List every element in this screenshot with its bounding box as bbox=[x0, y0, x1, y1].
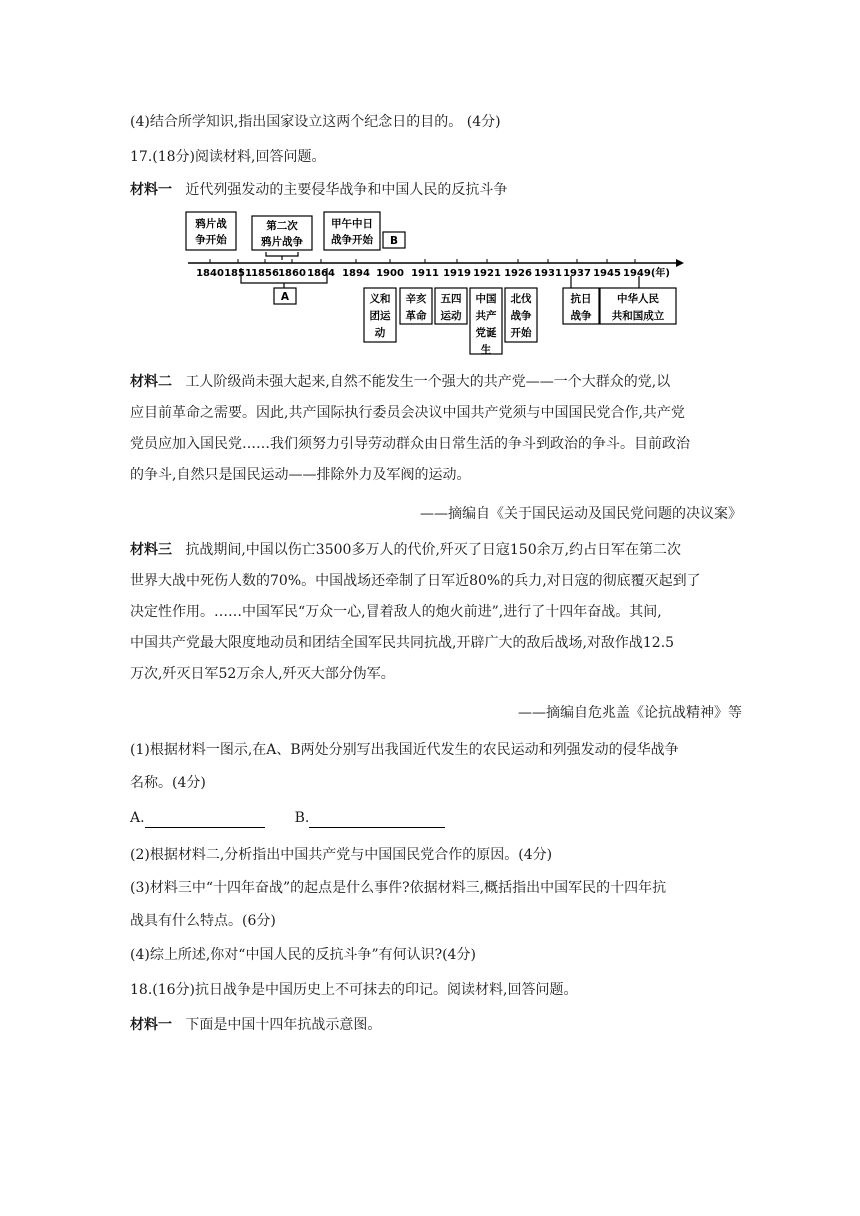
q17-material2-line1: 材料二 工人阶级尚未强大起来,自然不能发生一个强大的共产党——一个大群众的党,以 bbox=[130, 374, 671, 390]
q17-material1 bbox=[130, 180, 507, 200]
timeline-top-label: 战争开始 bbox=[331, 234, 373, 246]
timeline-bottom-label: 共和国成立 bbox=[611, 310, 665, 322]
timeline-bottom-label: 义和 bbox=[369, 293, 391, 305]
q17-part1-line2: 名称。(4分) bbox=[130, 775, 206, 791]
timeline-diagram bbox=[180, 208, 700, 358]
timeline-year-label: 1860 bbox=[278, 268, 306, 279]
timeline-bottom-label: 北伐 bbox=[510, 293, 532, 305]
timeline-year-label: 1949(年) bbox=[623, 268, 670, 279]
material-label: 材料三 bbox=[130, 542, 172, 558]
timeline-top-label: 甲午中日 bbox=[331, 218, 373, 230]
timeline-bottom-label: 战争 bbox=[570, 310, 592, 322]
q17-part3-line2: 战具有什么特点。(6分) bbox=[130, 913, 276, 929]
timeline-bottom-label: 抗日 bbox=[570, 293, 592, 305]
timeline-bottom-label: 中国 bbox=[475, 293, 497, 305]
timeline-year-label: 1937 bbox=[563, 268, 591, 279]
q18-material1: 材料一 下面是中国十四年抗战示意图。 bbox=[130, 1017, 382, 1033]
material-text: 近代列强发动的主要侵华战争和中国人民的反抗斗争 bbox=[185, 182, 508, 198]
timeline-bottom-label: 运动 bbox=[440, 310, 462, 322]
material-label: 材料一 bbox=[130, 1017, 172, 1033]
q17-part4: (4)综上所述,你对“中国人民的反抗斗争”有何认识?(4分) bbox=[130, 947, 476, 963]
q17-material2-line2: 应目前革命之需要。因此,共产国际执行委员会决议中国共产党须与中国国民党合作,共产党 bbox=[130, 405, 685, 421]
timeline-year-label: 1840 bbox=[196, 268, 224, 279]
material-label: 材料二 bbox=[130, 374, 172, 390]
q17-material3-line1: 材料三 抗战期间,中国以伤亡3500多万人的代价,歼灭了日寇150余万,约占日军在第二次 bbox=[130, 542, 682, 558]
q17-part1-line1: (1)根据材料一图示,在A、B两处分别写出我国近代发生的农民运动和列强发动的侵华战争 bbox=[130, 742, 679, 758]
answer-blank-b[interactable] bbox=[309, 813, 445, 828]
timeline-bottom-label: 战争 bbox=[510, 310, 532, 322]
timeline-year-label: 1856 bbox=[251, 268, 279, 279]
timeline-year-label: 1851 bbox=[224, 268, 252, 279]
timeline-brace-top bbox=[266, 252, 298, 260]
timeline-box-b-label: B bbox=[389, 235, 399, 247]
answer-blank-a[interactable] bbox=[145, 813, 265, 828]
timeline-year-label: 1864 bbox=[307, 268, 335, 279]
timeline-year-label: 1894 bbox=[342, 268, 370, 279]
q17-material2-source: ——摘编自《关于国民运动及国民党问题的决议案》 bbox=[420, 506, 742, 522]
timeline-bottom-label: 团运 bbox=[369, 310, 391, 322]
q17-material2-line4: 的争斗,自然只是国民运动——排除外力及军阀的运动。 bbox=[130, 467, 471, 483]
timeline-top-label: 鸦片战争 bbox=[261, 236, 303, 248]
timeline-bottom-label: 中华人民 bbox=[617, 293, 659, 305]
timeline-top-label: 第二次 bbox=[266, 220, 298, 232]
timeline-bottom-label: 生 bbox=[480, 344, 492, 356]
q17-header: 17.(18分)阅读材料,回答问题。 bbox=[130, 149, 326, 165]
q17-material3-line3: 决定性作用。……中国军民“万众一心,冒着敌人的炮火前进”,进行了十四年奋战。其间, bbox=[130, 604, 662, 620]
timeline-bottom-label: 共产 bbox=[475, 310, 497, 322]
q17-material2-line3: 党员应加入国民党……我们须努力引导劳动群众由日常生活的争斗到政治的争斗。目前政治 bbox=[130, 436, 690, 452]
timeline-box-a-label: A bbox=[280, 291, 290, 303]
timeline-bottom-label: 动 bbox=[374, 327, 386, 339]
timeline-top-label: 争开始 bbox=[195, 234, 227, 246]
timeline-year-label: 1900 bbox=[376, 268, 404, 279]
q17-material3-line5: 万次,歼灭日军52万余人,歼灭大部分伪军。 bbox=[130, 666, 395, 682]
q17-part2: (2)根据材料二,分析指出中国共产党与中国国民党合作的原因。(4分) bbox=[130, 847, 553, 863]
timeline-year-label: 1926 bbox=[504, 268, 532, 279]
timeline-bottom-label: 五四 bbox=[440, 293, 462, 305]
q17-part1-blanks: A. B. bbox=[130, 808, 445, 828]
timeline-year-label: 1921 bbox=[473, 268, 501, 279]
timeline-year-label: 1945 bbox=[593, 268, 621, 279]
timeline-top-label: 鸦片战 bbox=[195, 218, 227, 230]
timeline-year-label: 1911 bbox=[411, 268, 439, 279]
q17-material3-line2: 世界大战中死伤人数的70%。中国战场还牵制了日军近80%的兵力,对日寇的彻底覆灭起到了 bbox=[130, 573, 701, 589]
q17-material3-line4: 中国共产党最大限度地动员和团结全国军民共同抗战,开辟广大的敌后战场,对敌作战12.5 bbox=[130, 635, 675, 651]
q16-part4: (4)结合所学知识,指出国家设立这两个纪念日的目的。 (4分) bbox=[130, 114, 501, 130]
material-label: 材料一 bbox=[130, 182, 172, 198]
timeline-year-label: 1931 bbox=[534, 268, 562, 279]
q17-material3-source: ——摘编自危兆盖《论抗战精神》等 bbox=[518, 705, 742, 721]
timeline-year-label: 1919 bbox=[443, 268, 471, 279]
timeline-bottom-label: 开始 bbox=[510, 327, 532, 339]
timeline-bottom-label: 党诞 bbox=[475, 327, 497, 339]
timeline-bottom-label: 辛亥 bbox=[405, 293, 427, 305]
q17-part3-line1: (3)材料三中“十四年奋战”的起点是什么事件?依据材料三,概括指出中国军民的十四年抗 bbox=[130, 880, 667, 896]
timeline-arrow-icon bbox=[676, 259, 684, 267]
timeline-bottom-label: 革命 bbox=[405, 310, 427, 322]
q18-header: 18.(16分)抗日战争是中国历史上不可抹去的印记。阅读材料,回答问题。 bbox=[130, 982, 578, 998]
